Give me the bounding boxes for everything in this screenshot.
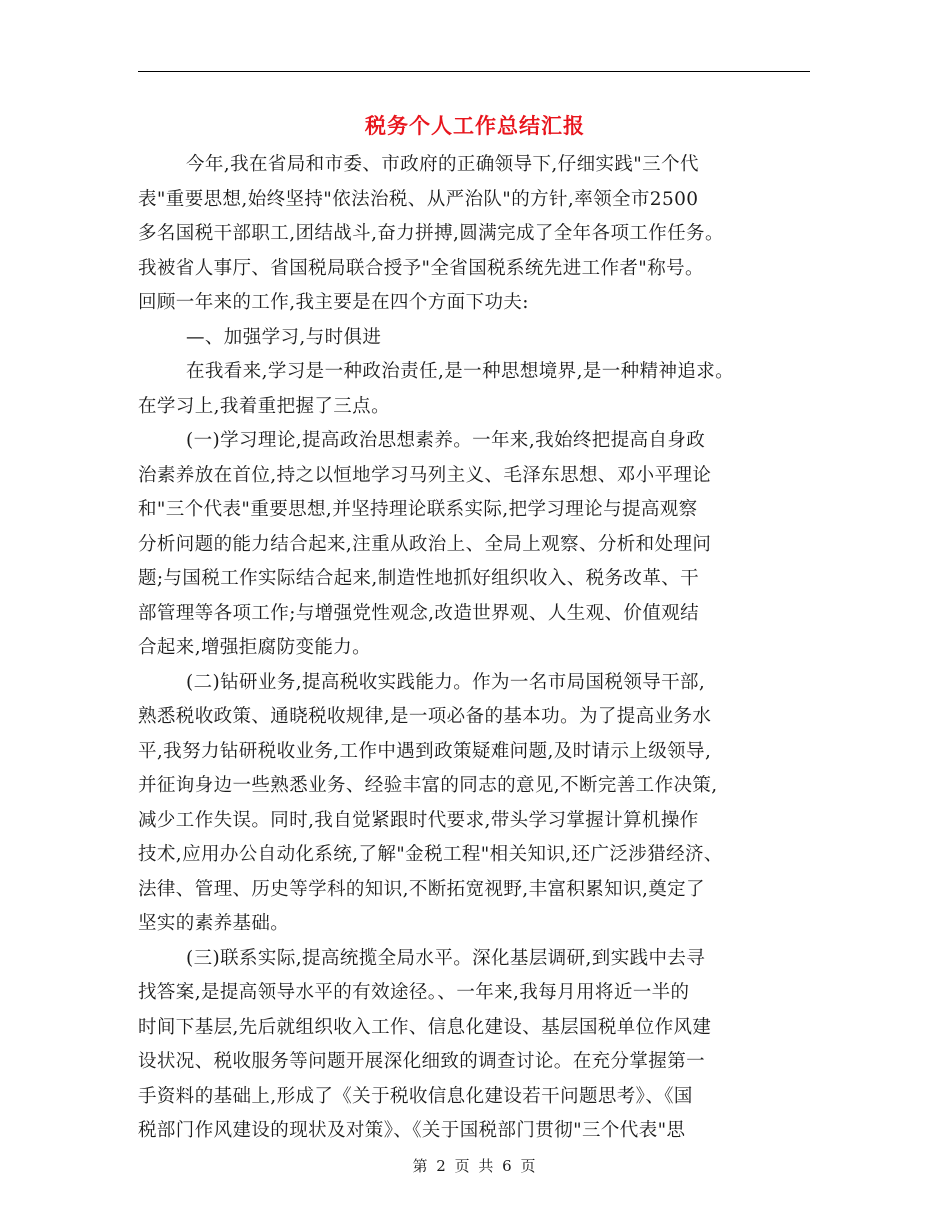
text-line: 减少工作失误。同时,我自觉紧跟时代要求,带头学习掌握计算机操作 [138, 809, 699, 831]
page-indicator: 第 2 页 共 6 页 [412, 1157, 538, 1175]
text-line: 表"重要思想,始终坚持"依法治税、从严治队"的方针,率领全市2500 [138, 188, 699, 210]
text-line: 多名国税干部职工,团结战斗,奋力拼搏,圆满完成了全年各项工作任务。 [138, 223, 724, 244]
text-line: 在我看来,学习是一种政治责任,是一种思想境界,是一种精神追求。 [186, 361, 735, 382]
text-line: (二)钻研业务,提高税收实践能力。作为一名市局国税领导干部, [186, 671, 706, 693]
text-line: 坚实的素养基础。 [138, 913, 290, 934]
text-line: —、加强学习,与时俱进 [186, 326, 382, 348]
text-line: 手资料的基础上,形成了《关于税收信息化建设若干问题思考》、《国 [138, 1085, 693, 1107]
text-line: 设状况、税收服务等问题开展深化细致的调查讨论。在充分掌握第一 [138, 1051, 706, 1072]
text-line: 技术,应用办公自动化系统,了解"金税工程"相关知识,还广泛涉猎经济、 [138, 844, 723, 865]
header-rule [138, 71, 810, 72]
text-line: 题;与国税工作实际结合起来,制造性地抓好组织收入、税务改革、干 [138, 568, 700, 589]
text-line: (三)联系实际,提高统揽全局水平。深化基层调研,到实践中去寻 [186, 947, 706, 969]
text-line: 和"三个代表"重要思想,并坚持理论联系实际,把学习理论与提高观察 [138, 499, 698, 520]
text-line: 分析问题的能力结合起来,注重从政治上、全局上观察、分析和处理问 [138, 533, 712, 555]
text-line: 我被省人事厅、省国税局联合授予"全省国税系统先进工作者"称号。 [138, 257, 704, 279]
text-line: 回顾一年来的工作,我主要是在四个方面下功夫: [138, 292, 529, 313]
text-line: 熟悉税收政策、通晓税收规律,是一项必备的基本功。为了提高业务水 [138, 706, 712, 727]
text-line: 时间下基层,先后就组织收入工作、信息化建设、基层国税单位作风建 [138, 1016, 712, 1038]
text-line: 今年,我在省局和市委、市政府的正确领导下,仔细实践"三个代 [186, 154, 699, 175]
text-line: 找答案,是提高领导水平的有效途径。、一年来,我每月用将近一半的 [138, 982, 690, 1003]
text-line: 合起来,增强拒腐防变能力。 [138, 637, 372, 658]
text-line: 法律、管理、历史等学科的知识,不断拓宽视野,丰富积累知识,奠定了 [138, 878, 705, 900]
text-line: (一)学习理论,提高政治思想素养。一年来,我始终把提高自身政 [186, 430, 706, 451]
text-line: 部管理等各项工作;与增强党性观念,改造世界观、人生观、价值观结 [138, 602, 700, 624]
document-title: 税务个人工作总结汇报 [365, 113, 585, 138]
text-line: 治素养放在首位,持之以恒地学习马列主义、毛泽东思想、邓小平理论 [138, 464, 712, 486]
document-body [138, 148, 828, 1149]
text-line: 并征询身边一些熟悉业务、经验丰富的同志的意见,不断完善工作决策, [138, 775, 718, 796]
text-line: 在学习上,我着重把握了三点。 [138, 395, 390, 417]
text-line: 平,我努力钻研税收业务,工作中遇到政策疑难问题,及时请示上级领导, [138, 740, 712, 762]
text-line: 税部门作风建设的现状及对策》、《关于国税部门贯彻"三个代表"思 [138, 1120, 686, 1141]
